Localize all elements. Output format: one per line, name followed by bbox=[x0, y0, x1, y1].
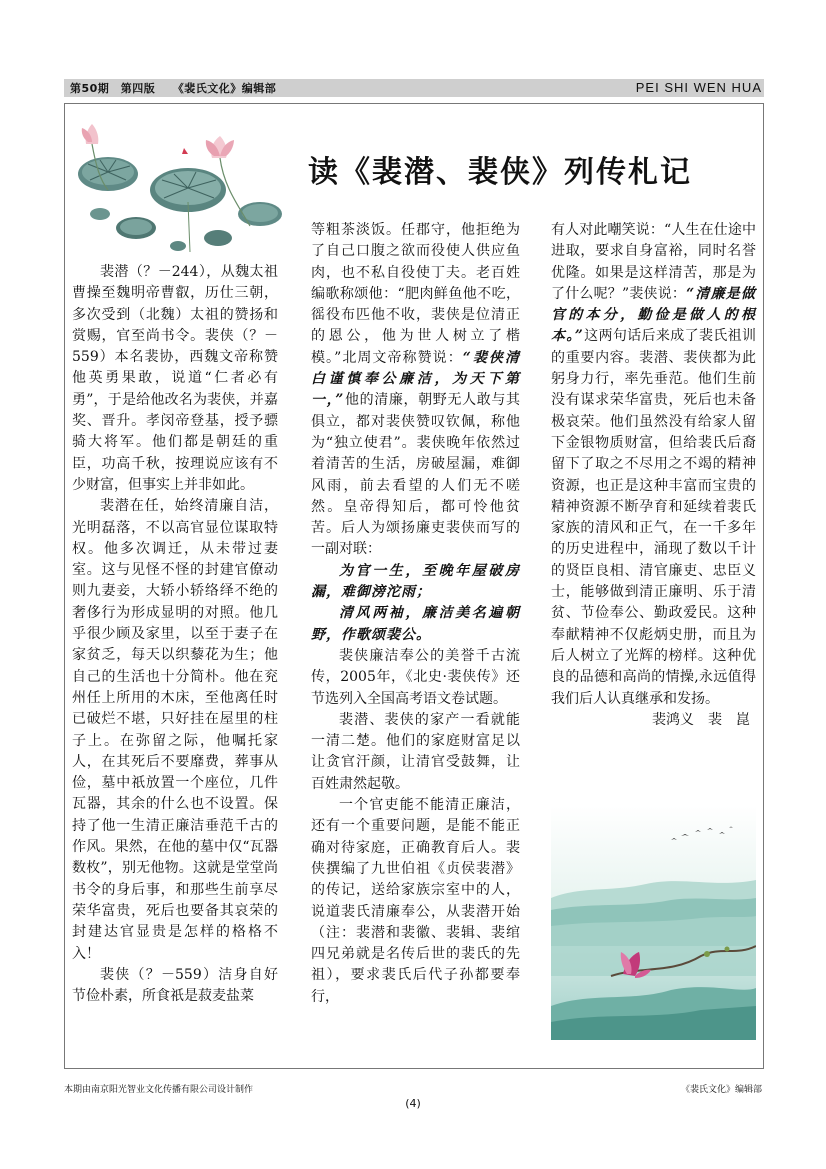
paragraph bbox=[551, 220, 756, 710]
lotus-illustration bbox=[70, 118, 285, 256]
column-1 bbox=[72, 262, 278, 1007]
emperor-quote: “裴侠清白谨慎奉公廉洁，为天下第一，” bbox=[311, 349, 520, 409]
couplet-line: 清风两袖，廉洁美名遍朝野，作歌颂裴公。 bbox=[311, 605, 520, 643]
paragraph: 裴侠廉洁奉公的美誉千古流传，2005年，《北史·裴侠传》还节选列入全国高考语文卷试题。 bbox=[311, 647, 520, 707]
paragraph: 裴潜在任，始终清廉自洁，光明磊落，不以高官显位谋取特权。他多次调迁，从未带过妻室。这与见怪不怪的封建官僚动则九妻妾，大轿小轿络绎不绝的奢侈行为形成显明的对照。他几乎很少顾及家里，以至于妻子在家贫乏，每天以织藜花为生；他自己的生活也十分简朴。他在兖州任上所用的木床，至他离任时已破烂不堪，只好挂在屋里的柱子上。在弥留之际，他嘱托家人，在其死后不要靡费，葬事从俭，墓中祇放置一个座位，几件瓦器，其余的什么也不设置。保持了他一生清正廉洁垂范千古的作风。果然，在他的墓中仅“瓦器数枚”，别无他物。这就是堂堂尚书令的身后事，和那些生前享尽荣华富贵，死后也要备其哀荣的封建达官显贵是怎样的格格不入！ bbox=[72, 498, 278, 962]
paragraph-text: 等粗茶淡饭。任郡守，他拒绝为了自己口腹之欲而役使人供应鱼肉，也不私自役使丁夫。老百姓编歌称颂他：“肥肉鲜鱼他不吃，徭役布匹他不收，裴侠是位清正的恩公，他为世人树立了楷模。”北周文帝称赞说： bbox=[311, 222, 520, 366]
paragraph: 裴潜、裴侠的家产一看就能一清二楚。他们的家庭财富足以让贪官汗颜，让清官受鼓舞，让百姓肃然起敬。 bbox=[311, 711, 520, 792]
landscape-illustration bbox=[551, 806, 756, 1040]
author-signature: 裴鸿义 裴 崑 bbox=[652, 711, 750, 728]
column-2 bbox=[311, 220, 520, 1008]
article-title: 读《裴潜、裴侠》列传札记 bbox=[308, 155, 692, 190]
couplet-line: 为官一生，至晚年屋破房漏，难御滂沱雨； bbox=[311, 562, 520, 601]
paragraph-text: 他的清廉，朝野无人敢与其俱立，都对裴侠赞叹钦佩，称他为“独立使君”。裴侠晚年依然过着清苦的生活，房破屋漏，难御风雨，前去看望的人们无不嗟然。皇帝得知后，都可怜他贫苦。后人为颂扬廉吏裴侠而写的一副对联： bbox=[311, 392, 521, 558]
paragraph-text: 有人对此嘲笑说：“人生在仕途中进取，要求自身富裕，同时名誉优隆。如果是这样清苦，那是为了什么呢？”裴侠说： bbox=[551, 222, 756, 302]
footer-publisher: 《裴氏文化》编辑部 bbox=[680, 1085, 762, 1095]
page-number: (4) bbox=[405, 1097, 421, 1110]
publication-name: PEI SHI WEN HUA bbox=[635, 80, 762, 95]
motto-quote: “清廉是做官的本分，勤俭是做人的根本。” bbox=[551, 285, 756, 345]
paragraph: 裴侠（？－559）洁身自好节俭朴素，所食祇是菽麦盐菜 bbox=[72, 966, 278, 1005]
lotus-flowers bbox=[82, 124, 234, 158]
issue-info: 第50期 第四版 《裴氏文化》编辑部 bbox=[70, 82, 277, 95]
footer-credit: 本期由南京阳光智业文化传播有限公司设计制作 bbox=[64, 1085, 254, 1095]
paragraph bbox=[311, 220, 520, 561]
lotus-leaves bbox=[78, 157, 282, 251]
column-3 bbox=[551, 220, 756, 731]
paragraph: 裴潜（？－244），从魏太祖曹操至魏明帝曹叡，历仕三朝，多次受到（北魏）太祖的赞扬和赏赐，官至尚书令。裴侠（？－559）本名裴协，西魏文帝称赞他英勇果敢，说道“仁者必有勇”，于是给他改名为裴侠，并嘉奖、晋升。孝闵帝登基，授予骠骑大将军。他们都是朝廷的重臣，功高千秋，按理说应该有不少财富，但事实上并非如此。 bbox=[72, 264, 278, 493]
paragraph: 一个官吏能不能清正廉洁，还有一个重要问题，是能不能正确对待家庭，正确教育后人。裴侠撰编了九世伯祖《贞侯裴潜》的传记，送给家族宗室中的人，说道裴氏清廉奉公，从裴潜开始（注：裴潜和裴徽、裴辑、裴绾四兄弟就是名传后世的裴氏的先祖），要求裴氏后代子孙都要奉行， bbox=[311, 797, 520, 1005]
paragraph-text: 这两句话后来成了裴氏祖训的重要内容。裴潜、裴侠都为此躬身力行，率先垂范。他们生前没有谋求荣华富贵，死后也未备极哀荣。他们虽然没有给家人留下金银物质财富，但给裴氏后裔留下了取之不尽用之不竭的精神资源，也正是这种丰富而宝贵的精神资源不断孕育和延续着裴氏家族的清风和正气，在一千多年的历史进程中，涌现了数以千计的贤臣良相、清官廉吏、忠臣义士，能够做到清正廉明、乐于清贫、节俭奉公、勤政爱民。这种奉献精神不仅彪炳史册，而且为后人树立了光辉的榜样。这种优良的品德和高尚的情操,永远值得我们后人认真继承和发扬。 bbox=[551, 328, 756, 707]
